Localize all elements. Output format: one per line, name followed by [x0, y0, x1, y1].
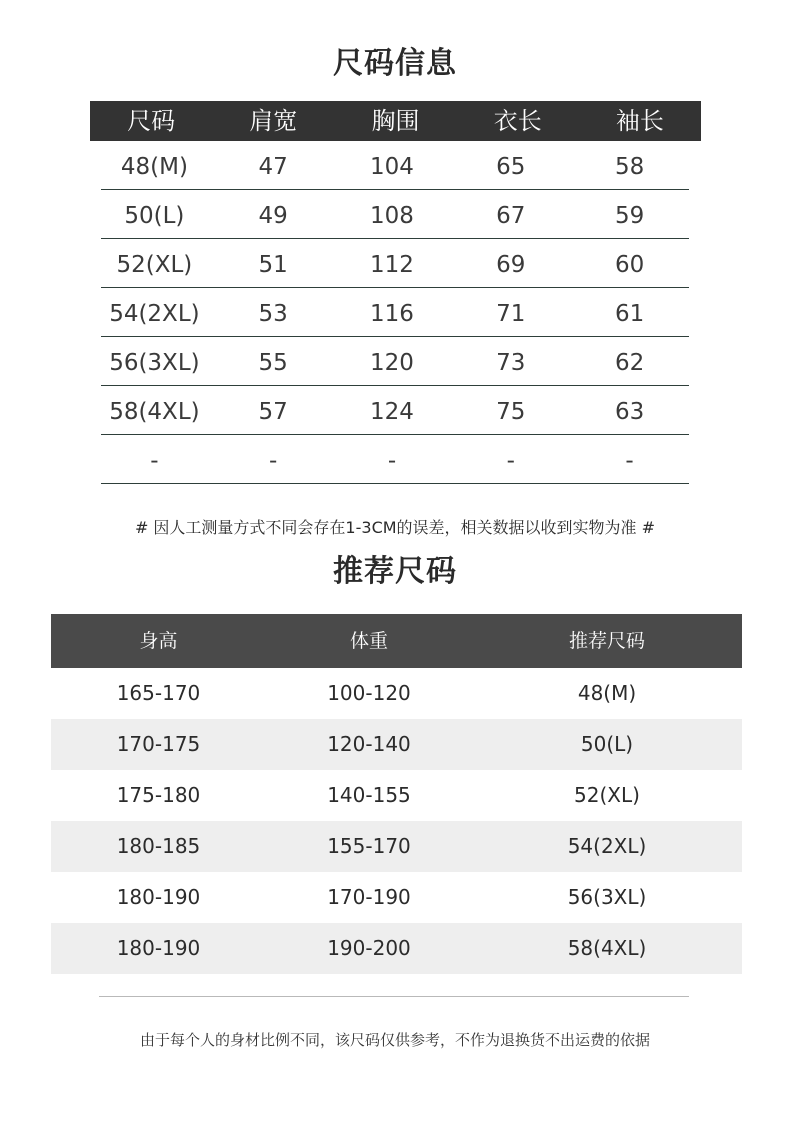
cell-recommended-size: 54(2XL) — [567, 834, 647, 858]
cell-length: 65 — [496, 154, 526, 180]
cell-size: 52(XL) — [116, 252, 193, 278]
cell-sleeve: - — [625, 448, 634, 474]
recommend-table — [51, 614, 742, 974]
cell-size: - — [150, 448, 159, 474]
header-height: 身高 — [139, 630, 178, 652]
cell-shoulder: 57 — [258, 399, 288, 425]
cell-shoulder: 53 — [258, 301, 288, 327]
cell-size: 48(M) — [120, 154, 188, 180]
size-table-header — [90, 101, 701, 141]
cell-sleeve: 62 — [614, 350, 645, 376]
table-row — [51, 719, 742, 770]
cell-sleeve: 63 — [614, 399, 645, 425]
cell-height: 170-175 — [116, 732, 201, 756]
size-info-title: 尺码信息 — [333, 46, 457, 81]
table-row — [51, 872, 742, 923]
cell-recommended-size: 50(L) — [580, 732, 634, 756]
table-row — [51, 923, 742, 974]
cell-size: 58(4XL) — [109, 399, 200, 425]
cell-weight: 140-155 — [327, 783, 411, 807]
table-row — [101, 386, 689, 435]
cell-recommended-size: 48(M) — [577, 681, 637, 705]
cell-weight: 100-120 — [327, 681, 411, 705]
recommend-table-header — [51, 614, 742, 668]
cell-length: 67 — [496, 203, 526, 229]
cell-size: 54(2XL) — [109, 301, 200, 327]
cell-length: 75 — [496, 399, 526, 425]
cell-height: 175-180 — [116, 783, 201, 807]
header-shoulder: 肩宽 — [249, 107, 298, 135]
cell-weight: 155-170 — [327, 834, 411, 858]
cell-length: 69 — [496, 252, 526, 278]
cell-sleeve: 60 — [614, 252, 645, 278]
cell-recommended-size: 52(XL) — [574, 783, 640, 807]
size-info-table — [90, 101, 701, 484]
table-row — [101, 190, 689, 239]
table-row — [51, 668, 742, 719]
cell-height: 180-185 — [116, 834, 201, 858]
cell-sleeve: 61 — [614, 301, 645, 327]
cell-chest: - — [387, 448, 397, 474]
header-recommended-size: 推荐尺码 — [568, 630, 645, 652]
cell-shoulder: 49 — [258, 203, 288, 229]
cell-length: - — [506, 448, 515, 474]
header-length: 衣长 — [493, 107, 542, 135]
table-row — [101, 239, 689, 288]
cell-size: 56(3XL) — [109, 350, 200, 376]
cell-height: 180-190 — [116, 885, 201, 909]
header-weight: 体重 — [349, 630, 388, 652]
cell-length: 71 — [496, 301, 526, 327]
cell-height: 180-190 — [116, 936, 201, 960]
footer-disclaimer: 由于每个人的身材比例不同，该尺码仅供参考，不作为退换货不出运费的依据 — [139, 1031, 650, 1049]
cell-weight: 120-140 — [327, 732, 411, 756]
table-row — [101, 337, 689, 386]
header-chest: 胸围 — [371, 107, 420, 135]
cell-chest: 120 — [370, 350, 414, 376]
cell-size: 50(L) — [124, 203, 185, 229]
table-row — [101, 435, 689, 484]
table-row — [101, 141, 689, 190]
cell-weight: 190-200 — [327, 936, 411, 960]
cell-chest: 124 — [370, 399, 414, 425]
cell-weight: 170-190 — [327, 885, 411, 909]
recommend-title: 推荐尺码 — [333, 554, 457, 589]
cell-shoulder: 51 — [258, 252, 288, 278]
header-size: 尺码 — [127, 107, 176, 135]
cell-shoulder: - — [269, 448, 278, 474]
cell-chest: 112 — [370, 252, 414, 278]
cell-recommended-size: 56(3XL) — [567, 885, 647, 909]
cell-recommended-size: 58(4XL) — [567, 936, 647, 960]
cell-height: 165-170 — [116, 681, 201, 705]
header-sleeve: 袖长 — [615, 107, 664, 135]
cell-sleeve: 59 — [614, 203, 645, 229]
measurement-note: # 因人工测量方式不同会存在1-3CM的误差，相关数据以收到实物为准 # — [134, 518, 656, 537]
cell-shoulder: 47 — [258, 154, 288, 180]
cell-length: 73 — [496, 350, 526, 376]
table-row — [51, 770, 742, 821]
footer-divider — [99, 996, 689, 997]
table-row — [101, 288, 689, 337]
cell-shoulder: 55 — [258, 350, 288, 376]
cell-sleeve: 58 — [614, 154, 645, 180]
cell-chest: 104 — [370, 154, 414, 180]
cell-chest: 108 — [370, 203, 414, 229]
cell-chest: 116 — [370, 301, 414, 327]
table-row — [51, 821, 742, 872]
